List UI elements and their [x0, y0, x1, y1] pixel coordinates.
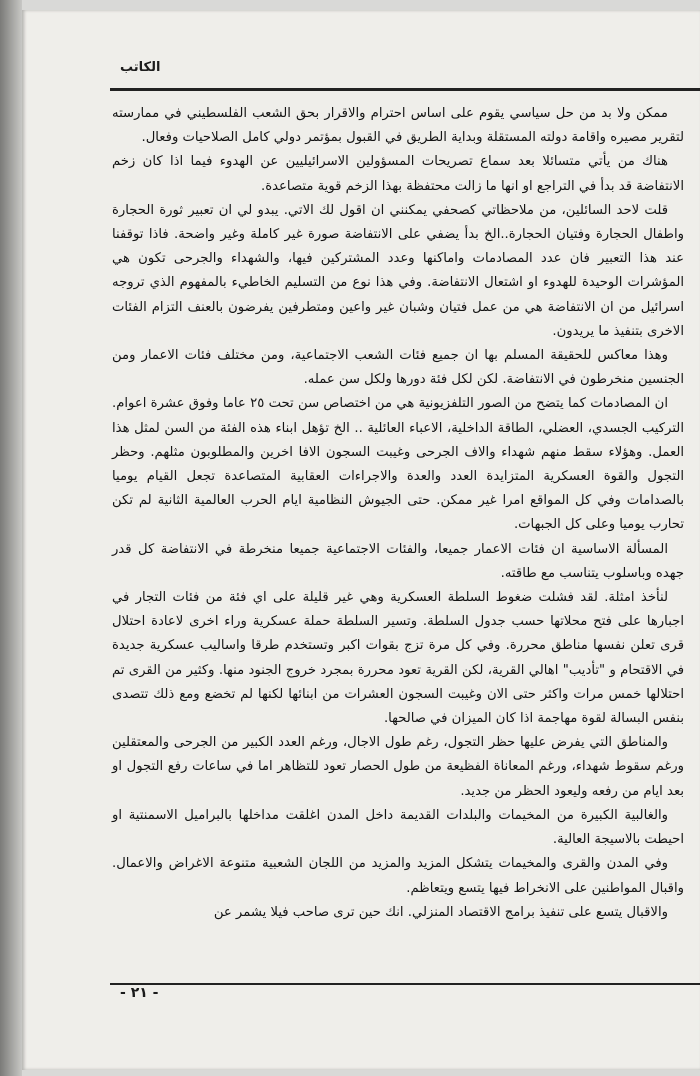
paragraph-2: هناك من يأتي متسائلا بعد سماع تصريحات المسؤولين الاسرائيليين عن الهدوء فيما اذا كان زخم الانتفاضة قد بدأ في التراجع او انها ما زالت محتفظة بهذا الزخم قوية متصاعدة. — [112, 154, 684, 194]
document-page — [22, 10, 700, 1070]
paragraph-3: قلت لاحد السائلين، من ملاحظاتي كصحفي يمكنني ان اقول لك الاتي. يبدو لي ان تعبير ثورة الحجارة واطفال الحجارة وفتيان الحجارة..الخ بدأ يضفي على الانتفاضة صورة غير كاملة وغير واضحة. فاذا توقفنا عند هذا التعبير فان عدد المصادمات واماكنها وعدد المشتركين فيها، والشهداء والجرحى تكون هي المؤشرات الوحيدة للهدوء او اشتعال الانتفاضة. وفي هذا نوع من التسليم الخاطيء بالمفهوم الذي تروجه اسرائيل من ان الانتفاضة هي من عمل فتيان وشبان غير واعين ومتطرفين يفرضون بالعنف التزام الفئات الاخرى بتنفيذ ما يريدون. — [112, 202, 684, 339]
running-header-title: الكاتب — [120, 60, 161, 75]
footer-rule — [110, 983, 700, 985]
header-rule — [110, 88, 700, 91]
paragraph-1: ممكن ولا بد من حل سياسي يقوم على اساس احترام والاقرار بحق الشعب الفلسطيني في ممارسته لتقرير مصيره واقامة دولته المستقلة وبداية الطريق في القبول بمؤتمر دولي كامل الصلاحيات وفعال. — [112, 106, 684, 146]
paragraph-6: المسألة الاساسية ان فئات الاعمار جميعا، والفئات الاجتماعية جميعا منخرطة في الانتفاضة كل قدر جهده وباسلوب يتناسب مع طاقته. — [112, 541, 684, 581]
page-number: - ٢١ - — [120, 985, 159, 1001]
paragraph-7: لنأخذ امثلة. لقد فشلت ضغوط السلطة العسكرية وهي غير قليلة على اي فئة من فئات التجار في اجبارها على فتح محلاتها حسب جدول السلطة. وتسير السلطة حملة عسكرية وراء اخرى لاعادة احتلال قرى تعلن نفسها مناطق محررة. وفي كل مرة تزج بقوات اكبر وتستخدم طرقا واساليب عسكرية جديدة في الاقتحام و "تأديب" اهالي القرية، لكن القرية تعود محررة بمجرد خروج الجنود منها. وكثير من القرى تم احتلالها خمس مرات واكثر حتى الان وغيبت السجون العشرات من ابنائها لكنها لم تخضع ومع ذلك تتصدى بنفس البسالة لقوة مهاجمة اذا كان الميزان في صالحها. — [112, 590, 684, 727]
article-body — [112, 102, 684, 925]
paragraph-9: والغالبية الكبيرة من المخيمات والبلدات القديمة داخل المدن اغلقت مداخلها بالبراميل الاسمنتية او احيطت بالاسيجة العالية. — [112, 807, 684, 848]
paragraph-8: والمناطق التي يفرض عليها حظر التجول، رغم طول الاجال، ورغم العدد الكبير من الجرحى والمعتقلين ورغم سقوط شهداء، ورغم المعاناة الفظيعة من طول الحصار تعود للتظاهر اما في ساعات رفع التجول او بعد ايام من رفعه وليعود الحظر من جديد. — [112, 735, 684, 799]
paragraph-5: ان المصادمات كما يتضح من الصور التلفزيونية هي من اختصاص سن تحت ٢٥ عاما وفوق عشرة اعوام. التركيب الجسدي، العضلي، الطاقة الداخلية، الاعباء العائلية .. الخ تؤهل ابناء هذه الفئة من السن لمثل هذا العمل. وهؤلاء سقط منهم شهداء والاف الجرحى وغيبت السجون الافا اخرين والمطلوبون مثلهم. وحظر التجول والقوة العسكرية المتزايدة العدد والعدة والاجراءات العقابية المتصاعدة تجعل القيام يوميا بالصدامات وفي كل المواقع امرا غير ممكن. حتى الجيوش النظامية ايام الحرب العالمية الثانية لم تكن تحارب يوميا وعلى كل الجبهات. — [112, 396, 684, 533]
paragraph-10: وفي المدن والقرى والمخيمات يتشكل المزيد والمزيد من اللجان الشعبية متنوعة الاغراض والاعمال. واقبال المواطنين على الانخراط فيها يتسع ويتعاظم. — [112, 856, 684, 896]
binding-shadow — [0, 0, 22, 1076]
paragraph-4: وهذا معاكس للحقيقة المسلم بها ان جميع فئات الشعب الاجتماعية، ومن مختلف فئات الاعمار ومن الجنسين منخرطون في الانتفاضة. لكن لكل فئة دورها ولكل سن عمله. — [112, 348, 684, 388]
paragraph-11: والاقبال يتسع على تنفيذ برامج الاقتصاد المنزلي. انك حين ترى صاحب فيلا يشمر عن — [213, 904, 668, 920]
